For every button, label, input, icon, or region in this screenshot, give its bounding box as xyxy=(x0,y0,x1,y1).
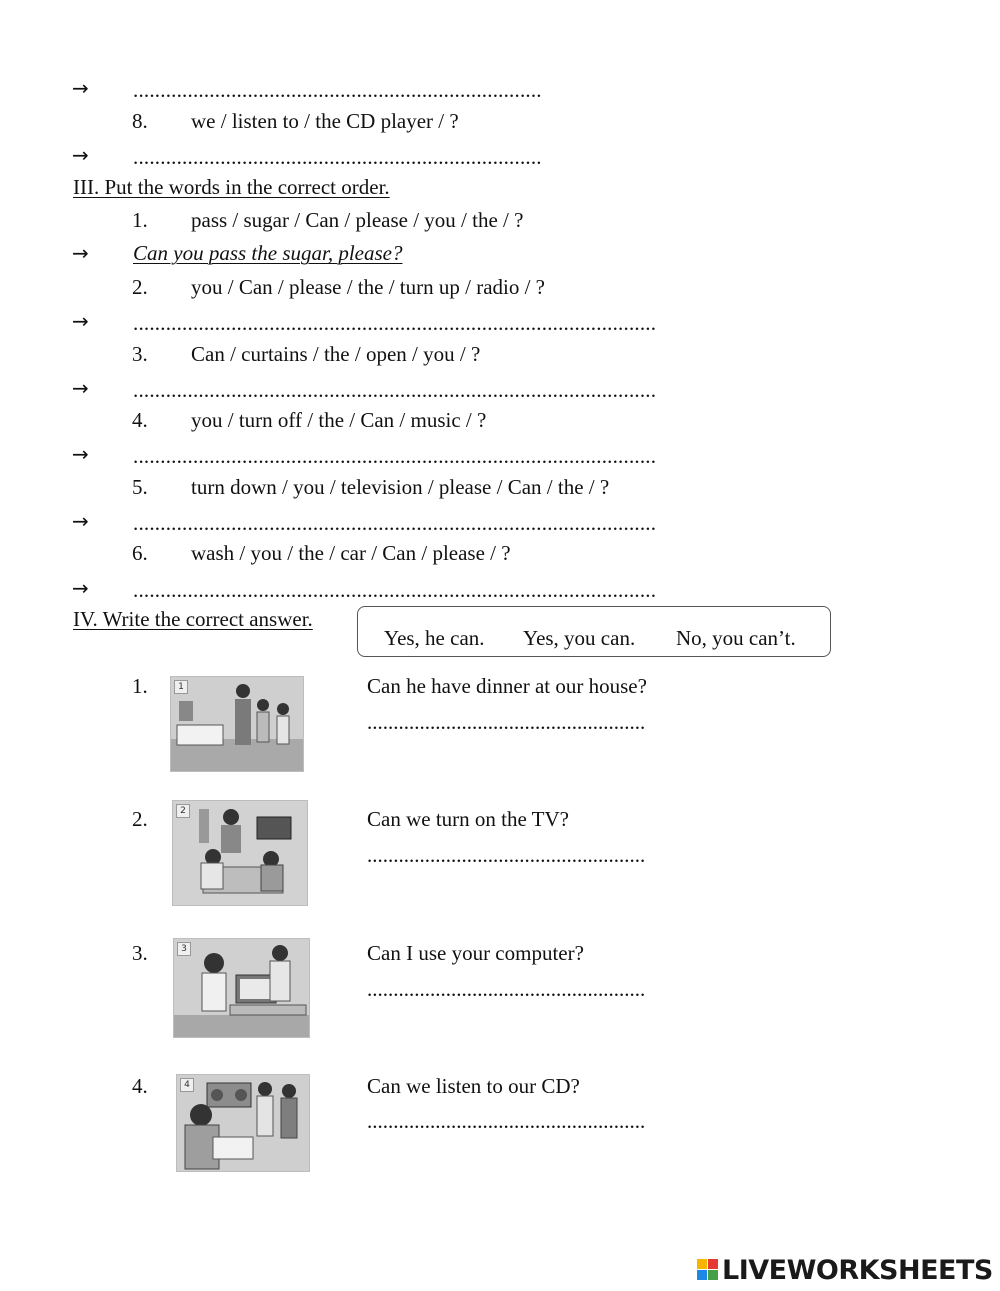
question-text: turn down / you / television / please / Can / the / ? xyxy=(191,475,610,499)
word-box xyxy=(357,606,831,657)
question-text: Can we listen to our CD? xyxy=(367,1074,580,1098)
word-option: Yes, you can. xyxy=(523,626,636,650)
question-text: we / listen to / the CD player / ? xyxy=(191,109,459,133)
arrow-icon: → xyxy=(72,241,89,265)
word-option: Yes, he can. xyxy=(384,626,485,650)
picture-tag: 4 xyxy=(180,1078,194,1092)
example-answer: Can you pass the sugar, please? xyxy=(133,241,403,265)
logo-square xyxy=(697,1259,707,1269)
scene-illustration xyxy=(171,677,304,772)
arrow-icon: → xyxy=(72,576,89,600)
item-number: 2. xyxy=(132,807,148,831)
question-text: Can / curtains / the / open / you / ? xyxy=(191,342,481,366)
picture-tag: 1 xyxy=(174,680,188,694)
answer-line[interactable]: ................................................................................................ xyxy=(133,311,657,335)
question-text: pass / sugar / Can / please / you / the / ? xyxy=(191,208,524,232)
scene-illustration xyxy=(177,1075,310,1172)
picture-tag: 2 xyxy=(176,804,190,818)
arrow-icon: → xyxy=(72,442,89,466)
question-text: Can we turn on the TV? xyxy=(367,807,569,831)
item-number: 1. xyxy=(132,208,148,232)
logo-squares-icon xyxy=(697,1259,719,1281)
question-text: wash / you / the / car / Can / please / ? xyxy=(191,541,511,565)
item-number: 3. xyxy=(132,941,148,965)
answer-line[interactable]: ................................................................................................ xyxy=(133,444,657,468)
arrow-icon: → xyxy=(72,143,89,167)
answer-line[interactable]: ..................................................... xyxy=(367,710,646,734)
answer-line-8[interactable]: ........................................................................... xyxy=(133,145,542,169)
scene-illustration xyxy=(173,801,308,906)
picture-dinner xyxy=(170,676,304,772)
picture-tag: 3 xyxy=(177,942,191,956)
item-number: 2. xyxy=(132,275,148,299)
item-number: 4. xyxy=(132,408,148,432)
item-number: 8. xyxy=(132,109,148,133)
answer-line-7[interactable]: ........................................................................... xyxy=(133,78,542,102)
arrow-icon: → xyxy=(72,309,89,333)
answer-line[interactable]: ..................................................... xyxy=(367,977,646,1001)
item-number: 1. xyxy=(132,674,148,698)
section-4-heading: IV. Write the correct answer. xyxy=(73,607,313,631)
picture-tv xyxy=(172,800,308,906)
item-number: 4. xyxy=(132,1074,148,1098)
answer-line[interactable]: ................................................................................................ xyxy=(133,378,657,402)
logo-square xyxy=(708,1259,718,1269)
logo-square xyxy=(697,1270,707,1280)
arrow-icon: → xyxy=(72,76,89,100)
answer-line[interactable]: ..................................................... xyxy=(367,1109,646,1133)
word-option: No, you can’t. xyxy=(676,626,796,650)
picture-computer xyxy=(173,938,310,1038)
logo-text: LIVEWORKSHEETS xyxy=(722,1255,993,1286)
answer-line[interactable]: ..................................................... xyxy=(367,843,646,867)
question-text: Can I use your computer? xyxy=(367,941,584,965)
question-text: you / turn off / the / Can / music / ? xyxy=(191,408,487,432)
scene-illustration xyxy=(174,939,310,1038)
arrow-icon: → xyxy=(72,509,89,533)
question-text: Can he have dinner at our house? xyxy=(367,674,647,698)
question-text: you / Can / please / the / turn up / radio / ? xyxy=(191,275,546,299)
section-3-heading: III. Put the words in the correct order. xyxy=(73,175,390,199)
item-number: 3. xyxy=(132,342,148,366)
item-number: 5. xyxy=(132,475,148,499)
answer-line[interactable]: ................................................................................................ xyxy=(133,578,657,602)
picture-cd xyxy=(176,1074,310,1172)
item-number: 6. xyxy=(132,541,148,565)
answer-line[interactable]: ................................................................................................ xyxy=(133,511,657,535)
arrow-icon: → xyxy=(72,376,89,400)
logo-square xyxy=(708,1270,718,1280)
